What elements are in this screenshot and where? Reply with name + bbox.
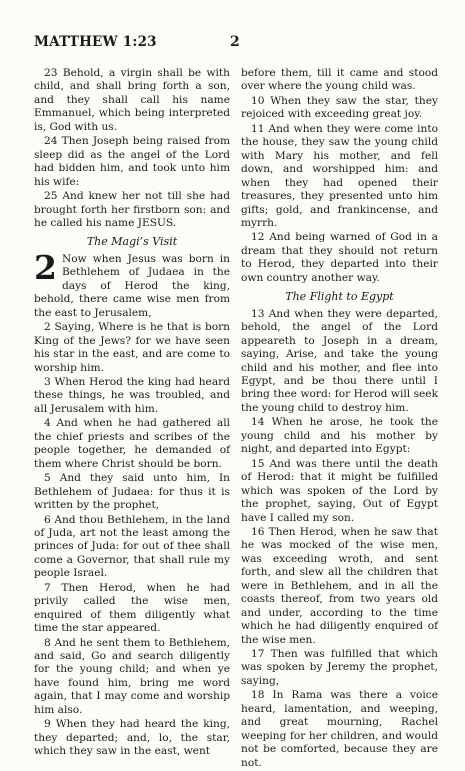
verse-text: Now when Jesus was born in Bethlehem of Judaea in the days of Herod the king, behold, there came wise men from the east to Jerusalem, xyxy=(34,252,230,319)
page-header xyxy=(34,34,431,56)
verse: 8 And he sent them to Bethlehem, and said, Go and search diligently for the young child; and when ye have found him, bring me word again, that I may come and worship him also. xyxy=(34,636,230,716)
verse: 12 And being warned of God in a dream that they should not return to Herod, they departed into their own country another way. xyxy=(241,231,438,284)
verse: 16 Then Herod, when he saw that he was mocked of the wise men, was exceeding wroth, and sent forth, and slew all the children that were in Bethlehem, and in all the coasts thereof, from two years old and under, according to the time which he had diligently enquired of the wise men. xyxy=(241,525,438,646)
verse: 13 And when they were departed, behold, the angel of the Lord appeareth to Joseph in a dream, saying, Arise, and take the young child and his mother, and flee into Egypt, and be thou there until I bring thee word: for Herod will seek the young child to destroy him. xyxy=(241,307,438,414)
verse-continuation: before them, till it came and stood over where the young child was. xyxy=(241,67,438,93)
section-heading-flight: The Flight to Egypt xyxy=(285,290,394,304)
verse: 10 When they saw the star, they rejoiced with exceeding great joy. xyxy=(241,94,438,121)
verse: 4 And when he had gathered all the chief priests and scribes of the people together, he demanded of them where Christ should be born. xyxy=(34,417,230,470)
verse: 9 When they had heard the king, they departed; and, lo, the star, which they saw in the east, went xyxy=(34,718,230,758)
verse: 17 Then was fulfilled that which was spoken by Jeremy the prophet, saying, xyxy=(241,648,438,687)
running-head: MATTHEW 1:23 xyxy=(34,34,157,50)
left-column xyxy=(34,67,230,760)
verse: 25 And knew her not till she had brought forth her firstborn son: and he called his name JESUS. xyxy=(34,190,230,229)
verse: 18 In Rama was there a voice heard, lamentation, and weeping, and great mourning, Rachel weeping for her children, and would not be comforted, because they are not. xyxy=(241,689,438,769)
verse: 7 Then Herod, when he had privily called the wise men, enquired of them diligently what time the star appeared. xyxy=(34,581,230,635)
verse: 2 Saying, Where is he that is born King of the Jews? for we have seen his star in the east, and are come to worship him. xyxy=(34,321,230,374)
verse: 3 When Herod the king had heard these things, he was troubled, and all Jerusalem with him. xyxy=(34,375,230,415)
verse: 23 Behold, a virgin shall be with child, and shall bring forth a son, and they shall call his name Emmanuel, which being interpreted is, God with us. xyxy=(34,67,230,133)
verse: 11 And when they were come into the house, they saw the young child with Mary his mother, and fell down, and worshipped him: and when they had opened their treasures, they presented unto him gifts; gold, and frankincense, and myrrh. xyxy=(241,122,438,229)
verse: 14 When he arose, he took the young child and his mother by night, and departed into Egypt: xyxy=(241,416,438,456)
verse: 6 And thou Bethlehem, in the land of Juda, art not the least among the princes of Juda: for out of thee shall come a Governor, that shall rule my people Israel. xyxy=(34,513,230,580)
right-column xyxy=(241,67,438,771)
verse: 5 And they said unto him, In Bethlehem of Judaea: for thus it is written by the prophet, xyxy=(34,472,230,512)
verse: 15 And was there until the death of Herod: that it might be fulfilled which was spoken of the Lord by the prophet, saying, Out of Egypt have I called my son. xyxy=(241,457,438,524)
verse: 24 Then Joseph being raised from sleep did as the angel of the Lord had bidden him, and took unto him his wife: xyxy=(34,135,230,188)
page-number: 2 xyxy=(230,34,240,50)
chapter-first-verse xyxy=(34,247,230,320)
chapter-number: 2 xyxy=(34,247,57,287)
section-heading-magi: The Magi’s Visit xyxy=(86,235,178,249)
